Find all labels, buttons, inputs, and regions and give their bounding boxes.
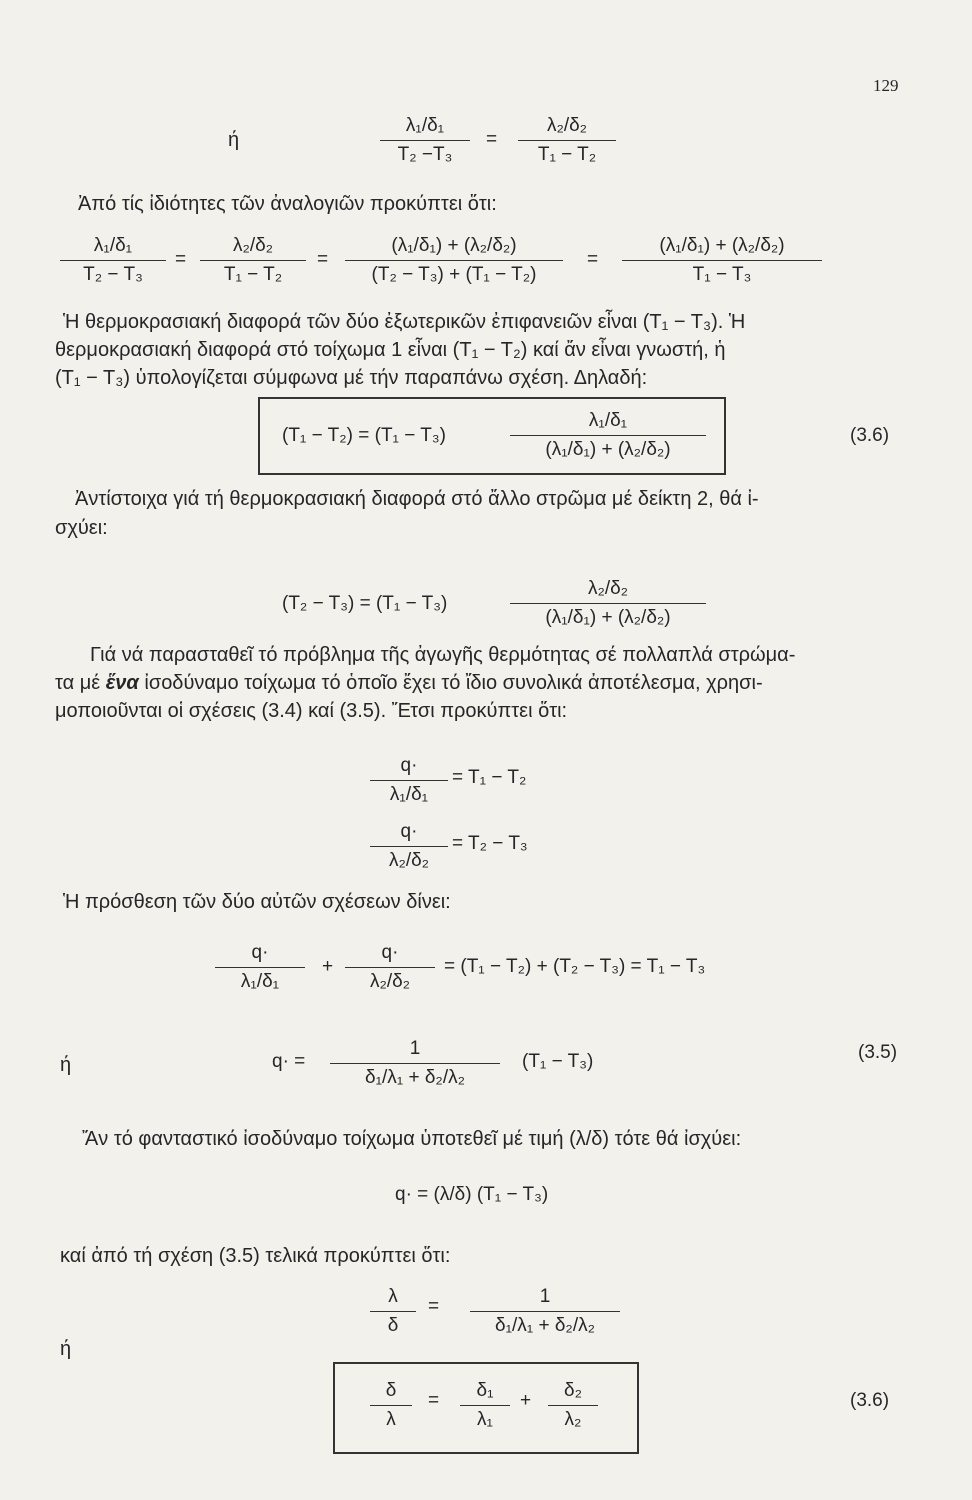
denominator: (λ₁/δ₁) + (λ₂/δ₂) — [545, 607, 671, 628]
fraction-q1 — [370, 752, 448, 809]
denominator: T₁ − T₃ — [692, 264, 752, 285]
equation-label-3-6a: (3.6) — [850, 425, 890, 446]
fraction-box1 — [510, 407, 706, 464]
equals-sign: = — [587, 249, 599, 270]
para-3-line-1: Γιά νά παρασταθεῖ τό πρόβλημα τῆς ἀγωγῆς θερμότητας σέ πολλαπλά στρώμα- — [90, 644, 796, 666]
denominator: T₁ − T₂ — [537, 144, 597, 165]
denominator: λ — [386, 1409, 396, 1430]
para-3-line-2-post: ἰσοδύναμο τοίχωμα τό ὁποῖο ἔχει τό ἴδιο συνολικά ἀποτέλεσμα, χρησι- — [138, 672, 763, 694]
eq-equivalent: q· = (λ/δ) (T₁ − T₃) — [395, 1184, 549, 1205]
eq-q1-rhs: = T₁ − T₂ — [452, 767, 527, 788]
equals-sign: = — [428, 1296, 440, 1317]
eq-35-lhs: q· = — [272, 1051, 306, 1072]
fraction-props-4 — [622, 232, 822, 289]
numerator: δ₂ — [564, 1380, 582, 1401]
denominator: λ₂ — [564, 1409, 582, 1430]
fraction-box2-1 — [370, 1377, 412, 1434]
fraction-sum-2 — [345, 939, 435, 996]
numerator: λ₂/δ₂ — [232, 235, 274, 256]
denominator: δ₁/λ₁ + δ₂/λ₂ — [365, 1067, 465, 1088]
denominator: λ₁/δ₁ — [240, 971, 280, 992]
or-word-1: ή — [228, 129, 240, 151]
numerator: (λ₁/δ₁) + (λ₂/δ₂) — [391, 235, 517, 256]
numerator: δ — [385, 1380, 397, 1401]
fraction-props-3 — [345, 232, 563, 289]
para-2-line-1: Ἀντίστοιχα γιά τή θερμοκρασιακή διαφορά στό ἄλλο στρῶμα μέ δείκτη 2, θά ἰ- — [75, 488, 759, 510]
numerator: λ₁/δ₁ — [405, 115, 445, 136]
eq-q2-rhs: = T₂ − T₃ — [452, 833, 528, 854]
numerator: λ — [388, 1286, 398, 1307]
denominator: λ₁ — [477, 1409, 493, 1430]
fraction-box2-2 — [460, 1377, 510, 1434]
numerator: λ₂/δ₂ — [587, 578, 629, 599]
numerator: λ₁/δ₁ — [588, 410, 628, 431]
numerator: q· — [381, 942, 399, 963]
denominator: λ₂/δ₂ — [369, 971, 411, 992]
numerator: q· — [400, 821, 418, 842]
equals-sign: = — [175, 249, 187, 270]
eq-layer2-lhs: (T₂ − T₃) = (T₁ − T₃) — [282, 593, 448, 614]
denominator: δ₁/λ₁ + δ₂/λ₂ — [495, 1315, 595, 1336]
denominator: (λ₁/δ₁) + (λ₂/δ₂) — [545, 439, 671, 460]
para-3-line-3: μοποιοῦνται οἱ σχέσεις (3.4) καί (3.5). Ἔτσι προκύπτει ὅτι: — [55, 700, 568, 722]
plus-sign: + — [322, 956, 334, 977]
para-1-line-2: θερμοκρασιακή διαφορά στό τοίχωμα 1 εἶναι (T₁ − T₂) καί ἄν εἶναι γνωστή, ἡ — [55, 339, 726, 361]
fraction-final-1 — [370, 1283, 416, 1340]
eq-box1-lhs: (T₁ − T₂) = (T₁ − T₃) — [282, 425, 446, 446]
fraction-box2-3 — [548, 1377, 598, 1434]
equals-sign: = — [317, 249, 329, 270]
numerator: q· — [251, 942, 269, 963]
numerator: 1 — [539, 1286, 551, 1307]
denominator: T₂ −T₃ — [397, 144, 453, 165]
numerator: 1 — [409, 1038, 421, 1059]
or-word-2: ή — [60, 1054, 72, 1076]
text-properties: Ἀπό τίς ἰδιότητες τῶν ἀναλογιῶν προκύπτει ὅτι: — [78, 193, 497, 215]
fraction-props-1 — [60, 232, 166, 289]
numerator: λ₂/δ₂ — [546, 115, 588, 136]
equals-sign: = — [486, 129, 498, 150]
denominator: T₂ − T₃ — [83, 264, 143, 285]
para-2-line-2: σχύει: — [55, 517, 108, 539]
text-equivalent: Ἄν τό φανταστικό ἰσοδύναμο τοίχωμα ὑποτεθεῖ μέ τιμή (λ/δ) τότε θά ἰσχύει: — [82, 1128, 742, 1150]
para-3-line-2 — [55, 669, 763, 697]
plus-sign: + — [520, 1390, 532, 1411]
eq-sum-rhs: = (T₁ − T₂) + (T₂ − T₃) = T₁ − T₃ — [444, 956, 706, 977]
emphasis-ena: ἕνα — [105, 672, 139, 694]
denominator: (T₂ − T₃) + (T₁ − T₂) — [371, 264, 537, 285]
fraction-sum-1 — [215, 939, 305, 996]
text-sum: Ἡ πρόσθεση τῶν δύο αὐτῶν σχέσεων δίνει: — [63, 891, 451, 913]
numerator: q· — [400, 755, 418, 776]
or-word-3: ή — [60, 1338, 72, 1360]
fraction-top-left — [380, 112, 470, 169]
equation-label-3-5: (3.5) — [858, 1042, 898, 1063]
para-1-line-1: Ἡ θερμοκρασιακή διαφορά τῶν δύο ἐξωτερικῶν ἐπιφανειῶν εἶναι (T₁ − T₃). Ἡ — [63, 311, 746, 333]
denominator: λ₂/δ₂ — [388, 850, 430, 871]
fraction-props-2 — [200, 232, 306, 289]
para-3-line-2-pre: τα μέ — [55, 672, 106, 694]
fraction-35 — [330, 1035, 500, 1092]
numerator: δ₁ — [476, 1380, 494, 1401]
numerator: λ₁/δ₁ — [93, 235, 133, 256]
para-1-line-3: (T₁ − T₃) ὑπολογίζεται σύμφωνα μέ τήν παραπάνω σχέση. Δηλαδή: — [55, 367, 648, 389]
fraction-layer2 — [510, 575, 706, 632]
fraction-q2 — [370, 818, 448, 875]
fraction-final-2 — [470, 1283, 620, 1340]
equals-sign: = — [428, 1390, 440, 1411]
equation-label-3-6b: (3.6) — [850, 1390, 890, 1411]
denominator: δ — [387, 1315, 399, 1336]
fraction-top-right — [518, 112, 616, 169]
text-final: καί ἀπό τή σχέση (3.5) τελικά προκύπτει ὅτι: — [60, 1245, 451, 1267]
denominator: λ₁/δ₁ — [389, 784, 429, 805]
denominator: T₁ − T₂ — [223, 264, 283, 285]
page-number: 129 — [873, 76, 899, 95]
numerator: (λ₁/δ₁) + (λ₂/δ₂) — [659, 235, 785, 256]
eq-35-rhs: (T₁ − T₃) — [522, 1051, 594, 1072]
